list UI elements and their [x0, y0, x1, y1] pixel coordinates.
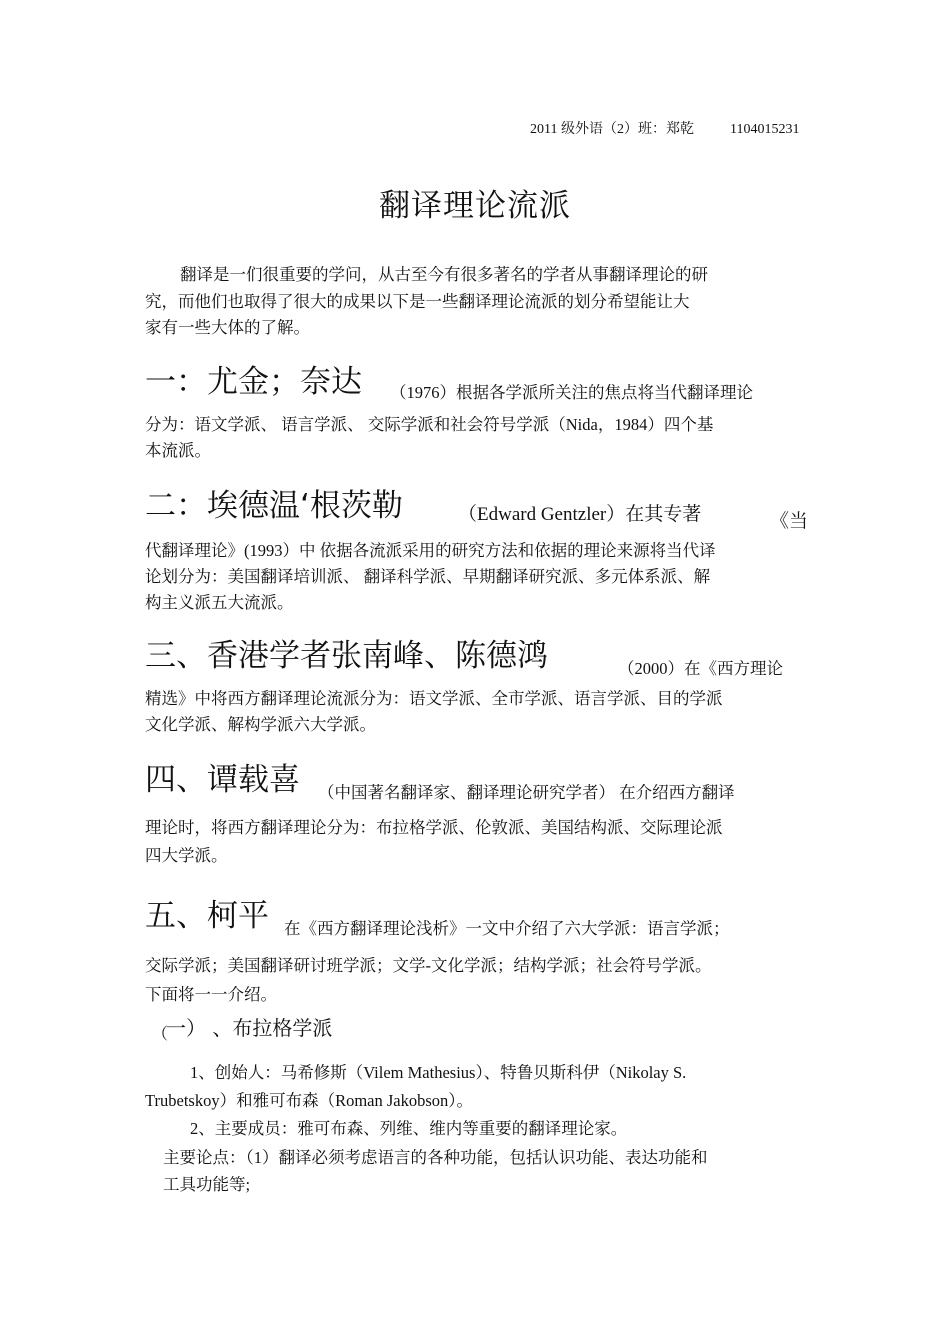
- section-2-heading: 二：埃德温‘根茨勒: [145, 488, 403, 524]
- founders-line-1: 1、创始人：马希修斯（Vilem Mathesius）、特鲁贝斯科伊（Nikolay S.: [190, 1063, 687, 1082]
- intro-line-2: 究，而他们也取得了很大的成果以下是一些翻译理论流派的划分希望能让大: [145, 292, 690, 311]
- section-3-line-3: 文化学派、解构学派六大学派。: [145, 715, 376, 734]
- section-3-line-2: 精选》中将西方翻译理论流派分为：语文学派、全市学派、语言学派、目的学派: [145, 689, 723, 708]
- section-4-tail: （中国著名翻译家、翻译理论研究学者） 在介绍西方翻译: [318, 783, 735, 802]
- section-1-line-2: 分为：语文学派、 语言学派、 交际学派和社会符号学派（Nida，1984）四个基: [145, 415, 714, 434]
- section-1-tail: （1976）根据各学派所关注的焦点将当代翻译理论: [390, 383, 753, 402]
- section-5-line-2: 交际学派；美国翻译研讨班学派；文学-文化学派；结构学派；社会符号学派。: [145, 956, 712, 975]
- section-5-tail: 在《西方翻译理论浅析》一文中介绍了六大学派：语言学派；: [284, 919, 730, 938]
- section-2-line-4: 构主义派五大流派。: [145, 593, 294, 612]
- founders-line-2: Trubetskoy）和雅可布森（Roman Jakobson）。: [145, 1091, 474, 1110]
- intro-line-1: 翻译是一们很重要的学问，从古至今有很多著名的学者从事翻译理论的研: [180, 265, 708, 284]
- members-line: 2、主要成员：雅可布森、列维、维内等重要的翻译理论家。: [190, 1119, 628, 1138]
- section-1-line-3: 本流派。: [145, 441, 211, 460]
- section-3-heading: 三、香港学者张南峰、陈德鸿: [145, 638, 548, 674]
- section-2-line-3: 论划分为：美国翻译培训派、 翻译科学派、早期翻译研究派、多元体系派、解: [145, 567, 711, 586]
- section-4-line-2: 理论时，将西方翻译理论分为：布拉格学派、伦敦派、美国结构派、交际理论派: [145, 818, 723, 837]
- intro-line-3: 家有一些大体的了解。: [145, 318, 310, 337]
- class-info: 2011 级外语（2）班：郑乾: [530, 122, 694, 137]
- section-2-line-2: 代翻译理论》(1993）中 依据各流派采用的研究方法和依据的理论来源将当代译: [145, 541, 716, 560]
- main-points-line-2: 工具功能等;: [163, 1175, 251, 1194]
- section-5-heading: 五、柯平: [145, 898, 269, 934]
- section-2-tail-b: 《当: [770, 511, 809, 532]
- main-points-line-1: 主要论点：（1）翻译必须考虑语言的各种功能，包括认识功能、表达功能和: [163, 1148, 708, 1167]
- subsection-heading: 一） 、布拉格学派: [166, 1016, 333, 1040]
- section-4-heading: 四、谭载喜: [145, 762, 300, 798]
- header-line: [530, 118, 799, 138]
- section-3-tail: （2000）在《西方理论: [618, 659, 783, 678]
- subsection-paren: （: [152, 1026, 169, 1043]
- section-1-heading: 一：尤金；奈达: [145, 364, 362, 400]
- section-5-line-3: 下面将一一介绍。: [145, 985, 277, 1004]
- page-title: 翻译理论流派: [379, 188, 571, 224]
- section-2-tail: （Edward Gentzler）在其专著: [458, 504, 702, 525]
- student-id: 1104015231: [729, 122, 800, 137]
- section-4-line-3: 四大学派。: [145, 846, 228, 865]
